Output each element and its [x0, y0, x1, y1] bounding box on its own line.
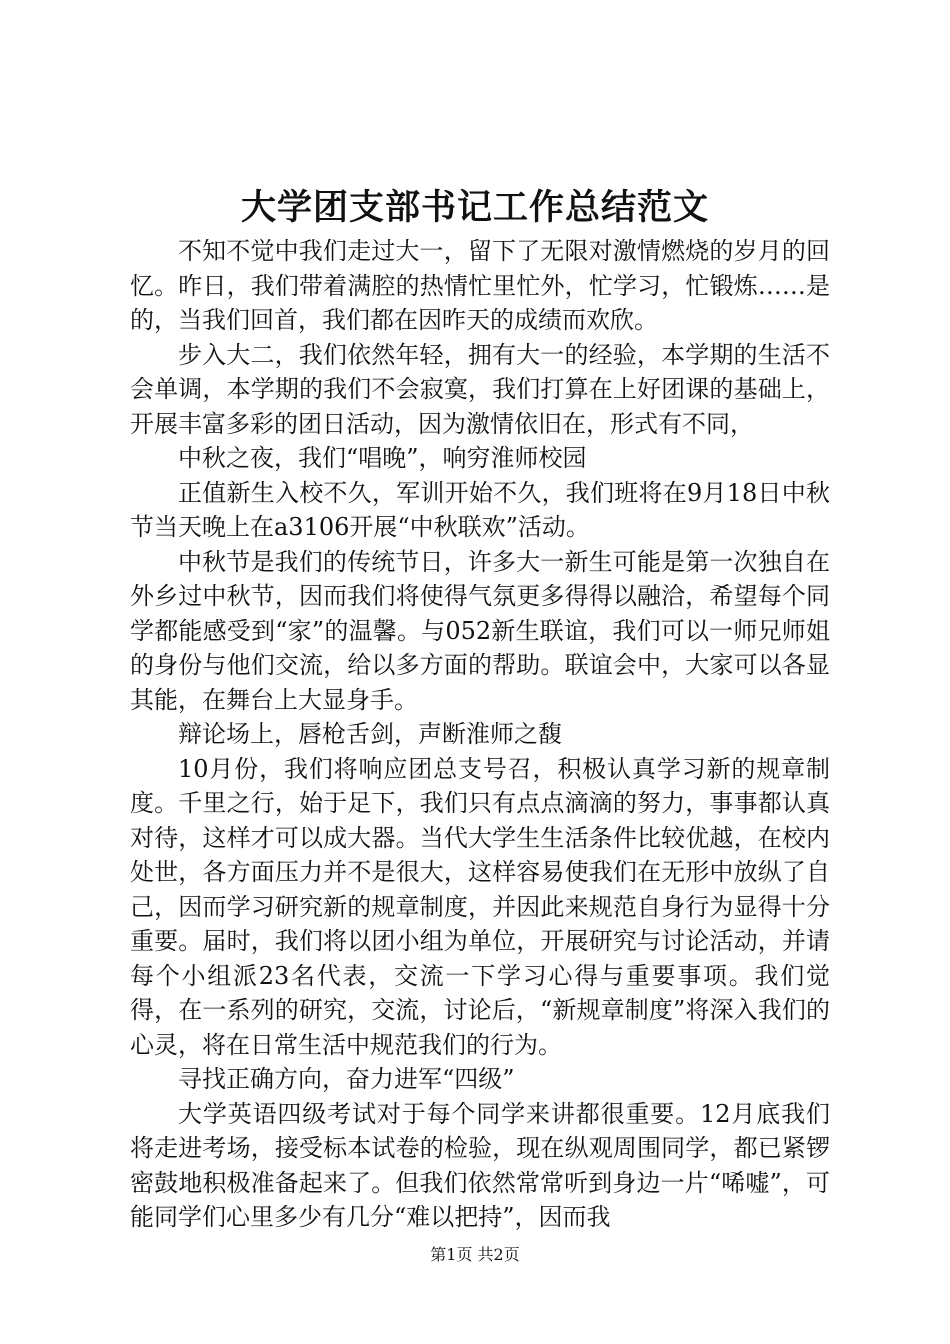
paragraph-2: 步入大二，我们依然年轻，拥有大一的经验，本学期的生活不会单调，本学期的我们不会寂寞，我们打算在上好团课的基础上，开展丰富多彩的团日活动，因为激情依旧在，形式有不同，	[130, 340, 830, 438]
paragraph-4: 中秋节是我们的传统节日，许多大一新生可能是第一次独自在外乡过中秋节，因而我们将使得气氛更多得得以融洽，希望每个同学都能感受到“家”的温馨。与052新生联谊，我们可以一师兄师姐的身份与他们交流，给以多方面的帮助。联谊会中，大家可以各显其能，在舞台上大显身手。	[130, 547, 830, 714]
section-heading-mid-autumn: 中秋之夜，我们“唱晚”，响穷淮师校园	[178, 444, 587, 472]
document-title: 大学团支部书记工作总结范文	[240, 187, 709, 228]
paragraph-5: 10月份，我们将响应团总支号召，积极认真学习新的规章制度。千里之行，始于足下，我们只有点点滴滴的努力，事事都认真对待，这样才可以成大器。当代大学生生活条件比较优越，在校内处世，各方面压力并不是很大，这样容易使我们在无形中放纵了自己，因而学习研究新的规章制度，并因此来规范自身行为显得十分重要。届时，我们将以团小组为单位，开展研究与讨论活动，并请每个小组派23名代表，交流一下学习心得与重要事项。我们觉得，在一系列的研究，交流，讨论后，“新规章制度”将深入我们的心灵，将在日常生活中规范我们的行为。	[130, 754, 830, 1059]
paragraph-3: 正值新生入校不久，军训开始不久，我们班将在9月18日中秋节当天晚上在a3106开展“中秋联欢”活动。	[130, 478, 830, 541]
paragraph-6: 大学英语四级考试对于每个同学来讲都很重要。12月底我们将走进考场，接受标本试卷的检验，现在纵观周围同学，都已紧锣密鼓地积极准备起来了。但我们依然常常听到身边一片“唏嘘”，可能同学们心里多少有几分“难以把持”，因而我	[130, 1099, 830, 1231]
section-heading-cet4: 寻找正确方向，奋力进军“四级”	[178, 1065, 515, 1093]
paragraph-1: 不知不觉中我们走过大一，留下了无限对激情燃烧的岁月的回忆。昨日，我们带着满腔的热情忙里忙外，忙学习，忙锻炼……是的，当我们回首，我们都在因昨天的成绩而欢欣。	[130, 237, 830, 334]
page-number-footer: 第1页 共2页	[430, 1245, 520, 1264]
document-body	[130, 234, 830, 1235]
section-heading-debate: 辩论场上，唇枪舌剑，声断淮师之馥	[178, 720, 562, 748]
